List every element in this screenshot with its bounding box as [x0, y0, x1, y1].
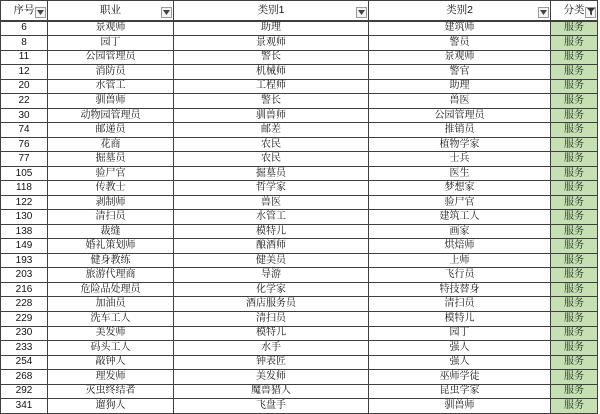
category1-cell[interactable]: 邮差 — [174, 123, 369, 138]
category1-cell[interactable]: 驯兽师 — [174, 108, 369, 123]
classification-cell[interactable]: 服务 — [551, 370, 598, 385]
table-row — [1, 210, 598, 225]
occupation-cell[interactable]: 清扫员 — [48, 210, 174, 225]
classification-cell[interactable]: 服务 — [551, 297, 598, 312]
category1-cell[interactable]: 美发师 — [174, 370, 369, 385]
filter-dropdown-button-category2[interactable] — [538, 7, 549, 18]
column-header-category1[interactable] — [174, 1, 369, 21]
funnel-icon — [587, 8, 595, 16]
category2-cell[interactable]: 模特儿 — [369, 311, 551, 326]
row-no-cell[interactable]: 341 — [1, 399, 48, 414]
category2-cell[interactable]: 助理 — [369, 79, 551, 94]
classification-cell[interactable]: 服务 — [551, 311, 598, 326]
column-header-classification-label: 分类 — [563, 4, 585, 16]
occupation-cell[interactable]: 码头工人 — [48, 341, 174, 356]
classification-cell[interactable]: 服务 — [551, 253, 598, 268]
occupation-cell[interactable]: 园丁 — [48, 36, 174, 51]
classification-cell[interactable]: 服务 — [551, 224, 598, 239]
table-row — [1, 297, 598, 312]
row-no-cell[interactable]: 118 — [1, 181, 48, 196]
classification-cell[interactable]: 服务 — [551, 341, 598, 356]
row-no-cell[interactable]: 122 — [1, 195, 48, 210]
category2-cell[interactable]: 警员 — [369, 36, 551, 51]
occupation-cell[interactable]: 花商 — [48, 137, 174, 152]
table-header-row — [1, 1, 598, 21]
table-row — [1, 268, 598, 283]
row-no-cell[interactable]: 216 — [1, 282, 48, 297]
classification-cell[interactable]: 服务 — [551, 21, 598, 36]
occupation-cell[interactable]: 公园管理员 — [48, 50, 174, 65]
classification-cell[interactable]: 服务 — [551, 137, 598, 152]
occupation-cell[interactable]: 验尸官 — [48, 166, 174, 181]
classification-cell[interactable]: 服务 — [551, 384, 598, 399]
category1-cell[interactable]: 酿酒师 — [174, 239, 369, 254]
table-row — [1, 79, 598, 94]
row-no-cell[interactable]: 20 — [1, 79, 48, 94]
occupation-cell[interactable]: 敲钟人 — [48, 355, 174, 370]
category2-cell[interactable]: 推销员 — [369, 123, 551, 138]
category2-cell[interactable]: 特技替身 — [369, 282, 551, 297]
classification-cell[interactable]: 服务 — [551, 268, 598, 283]
occupation-cell[interactable]: 婚礼策划师 — [48, 239, 174, 254]
classification-cell[interactable]: 服务 — [551, 210, 598, 225]
classification-cell[interactable]: 服务 — [551, 326, 598, 341]
category1-cell[interactable]: 哲学家 — [174, 181, 369, 196]
table-row — [1, 224, 598, 239]
category1-cell[interactable]: 水手 — [174, 341, 369, 356]
row-no-cell[interactable]: 292 — [1, 384, 48, 399]
occupation-cell[interactable]: 旅游代理商 — [48, 268, 174, 283]
classification-cell[interactable]: 服务 — [551, 36, 598, 51]
category2-cell[interactable]: 驯兽师 — [369, 399, 551, 414]
occupation-cell[interactable]: 消防员 — [48, 65, 174, 80]
category1-cell[interactable]: 掘墓员 — [174, 166, 369, 181]
category2-cell[interactable]: 园丁 — [369, 326, 551, 341]
row-no-cell[interactable]: 105 — [1, 166, 48, 181]
classification-cell[interactable]: 服务 — [551, 195, 598, 210]
row-no-cell[interactable]: 203 — [1, 268, 48, 283]
category1-cell[interactable]: 助理 — [174, 21, 369, 36]
row-no-cell[interactable]: 254 — [1, 355, 48, 370]
table-row — [1, 166, 598, 181]
classification-cell[interactable]: 服务 — [551, 399, 598, 414]
table-row — [1, 341, 598, 356]
row-no-cell[interactable]: 6 — [1, 21, 48, 36]
category2-cell[interactable]: 景观师 — [369, 50, 551, 65]
row-no-cell[interactable]: 74 — [1, 123, 48, 138]
category1-cell[interactable]: 飞盘手 — [174, 399, 369, 414]
category2-cell[interactable]: 士兵 — [369, 152, 551, 167]
row-no-cell[interactable]: 268 — [1, 370, 48, 385]
occupation-cell[interactable]: 裁缝 — [48, 224, 174, 239]
column-header-occupation-label: 职业 — [100, 4, 121, 16]
classification-cell[interactable]: 服务 — [551, 123, 598, 138]
occupation-cell[interactable]: 健身教练 — [48, 253, 174, 268]
category1-cell[interactable]: 化学家 — [174, 282, 369, 297]
column-header-occupation[interactable] — [48, 1, 174, 21]
category1-cell[interactable]: 景观师 — [174, 36, 369, 51]
occupation-cell[interactable]: 邮递员 — [48, 123, 174, 138]
category2-cell[interactable]: 强人 — [369, 355, 551, 370]
table-row — [1, 239, 598, 254]
row-no-cell[interactable]: 11 — [1, 50, 48, 65]
table-row — [1, 152, 598, 167]
category2-cell[interactable]: 昆虫学家 — [369, 384, 551, 399]
table-body — [1, 21, 598, 414]
classification-cell[interactable]: 服务 — [551, 152, 598, 167]
row-no-cell[interactable]: 8 — [1, 36, 48, 51]
row-no-cell[interactable]: 228 — [1, 297, 48, 312]
category2-cell[interactable]: 建筑师 — [369, 21, 551, 36]
row-no-cell[interactable]: 77 — [1, 152, 48, 167]
table-row — [1, 65, 598, 80]
column-header-no-label: 序号 — [13, 4, 35, 16]
table-row — [1, 36, 598, 51]
classification-cell[interactable]: 服务 — [551, 108, 598, 123]
occupation-cell[interactable]: 洗车工人 — [48, 311, 174, 326]
category1-cell[interactable]: 酒店服务员 — [174, 297, 369, 312]
occupation-cell[interactable]: 剥制师 — [48, 195, 174, 210]
column-header-category2-label: 类别2 — [446, 4, 473, 16]
category2-cell[interactable]: 兽医 — [369, 94, 551, 109]
chevron-down-icon — [37, 10, 44, 15]
row-no-cell[interactable]: 30 — [1, 108, 48, 123]
category1-cell[interactable]: 导游 — [174, 268, 369, 283]
classification-cell[interactable]: 服务 — [551, 166, 598, 181]
table-row — [1, 123, 598, 138]
row-no-cell[interactable]: 22 — [1, 94, 48, 109]
classification-cell[interactable]: 服务 — [551, 239, 598, 254]
category1-cell[interactable]: 警长 — [174, 50, 369, 65]
filter-dropdown-button-occupation[interactable] — [161, 7, 172, 18]
occupation-cell[interactable]: 危险品处理员 — [48, 282, 174, 297]
row-no-cell[interactable]: 233 — [1, 341, 48, 356]
category1-cell[interactable]: 健美员 — [174, 253, 369, 268]
row-no-cell[interactable]: 130 — [1, 210, 48, 225]
column-header-classification[interactable] — [551, 1, 598, 21]
category2-cell[interactable]: 飞行员 — [369, 268, 551, 283]
category1-cell[interactable]: 工程师 — [174, 79, 369, 94]
occupation-cell[interactable]: 加油员 — [48, 297, 174, 312]
table-row — [1, 384, 598, 399]
column-header-no[interactable] — [1, 1, 48, 21]
category2-cell[interactable]: 上师 — [369, 253, 551, 268]
occupation-cell[interactable]: 水管工 — [48, 79, 174, 94]
category1-cell[interactable]: 清扫员 — [174, 311, 369, 326]
category1-cell[interactable]: 农民 — [174, 137, 369, 152]
classification-cell[interactable]: 服务 — [551, 94, 598, 109]
row-no-cell[interactable]: 230 — [1, 326, 48, 341]
category1-cell[interactable]: 水管工 — [174, 210, 369, 225]
category2-cell[interactable]: 植物学家 — [369, 137, 551, 152]
category2-cell[interactable]: 医生 — [369, 166, 551, 181]
table-row — [1, 137, 598, 152]
category2-cell[interactable]: 梦想家 — [369, 181, 551, 196]
row-no-cell[interactable]: 76 — [1, 137, 48, 152]
chevron-down-icon — [163, 10, 170, 15]
classification-cell[interactable]: 服务 — [551, 50, 598, 65]
category1-cell[interactable]: 农民 — [174, 152, 369, 167]
occupation-cell[interactable]: 遛狗人 — [48, 399, 174, 414]
occupation-cell[interactable]: 驯兽师 — [48, 94, 174, 109]
chevron-down-icon — [540, 10, 547, 15]
occupation-cell[interactable]: 掘墓员 — [48, 152, 174, 167]
row-no-cell[interactable]: 229 — [1, 311, 48, 326]
classification-cell[interactable]: 服务 — [551, 79, 598, 94]
category2-cell[interactable]: 验尸官 — [369, 195, 551, 210]
category2-cell[interactable]: 烘焙师 — [369, 239, 551, 254]
category1-cell[interactable]: 警长 — [174, 94, 369, 109]
category2-cell[interactable]: 画家 — [369, 224, 551, 239]
row-no-cell[interactable]: 193 — [1, 253, 48, 268]
occupation-cell[interactable]: 美发师 — [48, 326, 174, 341]
category2-cell[interactable]: 强人 — [369, 341, 551, 356]
table-row — [1, 108, 598, 123]
table-row — [1, 399, 598, 414]
row-no-cell[interactable]: 149 — [1, 239, 48, 254]
category1-cell[interactable]: 机械师 — [174, 65, 369, 80]
classification-cell[interactable]: 服务 — [551, 65, 598, 80]
table-row — [1, 326, 598, 341]
category1-cell[interactable]: 魔兽猎人 — [174, 384, 369, 399]
category2-cell[interactable]: 清扫员 — [369, 297, 551, 312]
filter-dropdown-button-no[interactable] — [35, 7, 46, 18]
occupation-cell[interactable]: 理发师 — [48, 370, 174, 385]
table-row — [1, 94, 598, 109]
table-row — [1, 195, 598, 210]
table-row — [1, 50, 598, 65]
classification-cell[interactable]: 服务 — [551, 355, 598, 370]
table-row — [1, 282, 598, 297]
category1-cell[interactable]: 兽医 — [174, 195, 369, 210]
occupation-cell[interactable]: 灭虫终结者 — [48, 384, 174, 399]
category1-cell[interactable]: 模特儿 — [174, 326, 369, 341]
table-row — [1, 21, 598, 36]
occupation-cell[interactable]: 传教士 — [48, 181, 174, 196]
category2-cell[interactable]: 公园管理员 — [369, 108, 551, 123]
table-row — [1, 311, 598, 326]
row-no-cell[interactable]: 138 — [1, 224, 48, 239]
table-row — [1, 253, 598, 268]
category2-cell[interactable]: 建筑工人 — [369, 210, 551, 225]
filter-dropdown-button-category1[interactable] — [356, 7, 367, 18]
column-header-category2[interactable] — [369, 1, 551, 21]
active-filter-funnel-button[interactable] — [585, 7, 596, 18]
category2-cell[interactable]: 巫师学徒 — [369, 370, 551, 385]
row-no-cell[interactable]: 12 — [1, 65, 48, 80]
table-row — [1, 181, 598, 196]
category1-cell[interactable]: 钟表匠 — [174, 355, 369, 370]
occupation-cell[interactable]: 动物园管理员 — [48, 108, 174, 123]
classification-cell[interactable]: 服务 — [551, 181, 598, 196]
category1-cell[interactable]: 模特儿 — [174, 224, 369, 239]
table-row — [1, 355, 598, 370]
column-header-category1-label: 类别1 — [257, 4, 285, 16]
classification-cell[interactable]: 服务 — [551, 282, 598, 297]
table-row — [1, 370, 598, 385]
category2-cell[interactable]: 警官 — [369, 65, 551, 80]
chevron-down-icon — [358, 10, 365, 15]
occupation-cell[interactable]: 景观师 — [48, 21, 174, 36]
